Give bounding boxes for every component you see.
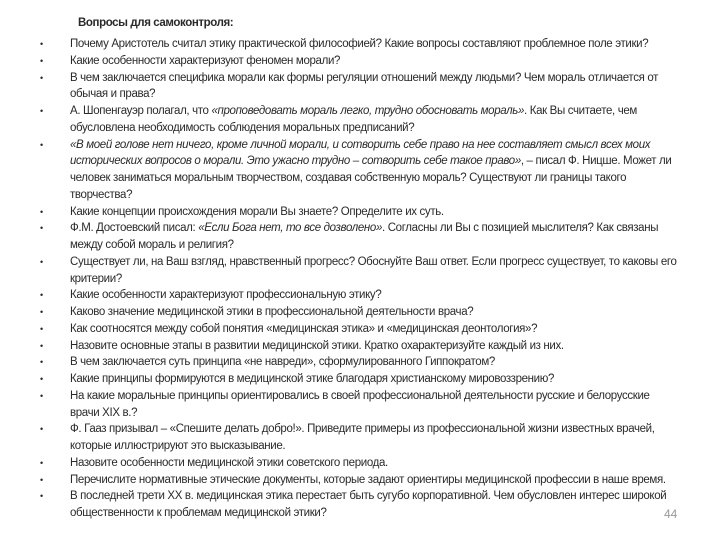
question-text: Какие особенности характеризуют профессиональную этику? <box>70 289 382 302</box>
question-text: Какие принципы формируются в медицинской этике благодаря христианскому мировоззрению? <box>70 373 555 385</box>
question-text: На какие моральные принципы ориентировались в своей профессиональной деятельности русские и белорусские врачи XIX в.? <box>70 389 650 419</box>
bullet-icon: • <box>40 491 43 502</box>
bullet-icon: • <box>40 307 43 317</box>
bullet-icon: • <box>40 223 43 234</box>
question-text: Почему Аристотель считал этику практической философией? Какие вопросы составляют проблемное поле этики? <box>70 38 649 50</box>
bullet-icon: • <box>40 256 43 267</box>
questions-list <box>40 36 680 522</box>
list-item <box>40 53 680 70</box>
section-title: Вопросы для самоконтроля: <box>78 17 234 29</box>
list-item <box>40 354 680 371</box>
bullet-icon: • <box>40 290 43 301</box>
question-text: Как соотносятся между собой понятия «медицинская этика» и «медицинская деонтология»? <box>70 322 538 335</box>
list-item <box>40 70 680 104</box>
list-item <box>40 421 680 455</box>
list-item <box>40 137 680 204</box>
list-item <box>40 338 680 355</box>
quote-text: «В моей голове нет ничего, кроме личной морали, и сотворить себе право на нее составляет смысл всех моих исторических вопросов о морали. Это ужасно трудно – сотворить себе такое право» <box>70 138 651 168</box>
question-text: Существует ли, на Ваш взгляд, нравственный прогресс? Обоснуйте Ваш ответ. Если прогресс существует, то каковы его критерии? <box>70 255 677 285</box>
list-item <box>40 103 680 137</box>
list-item <box>40 204 680 221</box>
bullet-icon: • <box>40 357 43 368</box>
page-number: 44 <box>664 507 678 521</box>
list-item <box>40 254 680 288</box>
question-text: В чем заключается суть принципа «не навреди», сформулированного Гиппократом? <box>70 356 495 369</box>
list-item <box>40 388 680 422</box>
question-text: . Согласны ли Вы с позицией мыслителя? Как связаны между собой мораль и религия? <box>70 222 659 251</box>
question-text: , – писал Ф. Ницше. Может ли человек заниматься моральным творчеством, создавая собственную мораль? Существуют ли границы такого творчества? <box>70 155 672 201</box>
question-text: Какие концепции происхождения морали Вы знаете? Определите их суть. <box>70 205 444 218</box>
list-item <box>40 220 680 254</box>
bullet-icon: • <box>40 206 43 217</box>
question-text: Каково значение медицинской этики в профессиональной деятельности врача? <box>70 306 474 318</box>
list-item <box>40 36 680 53</box>
bullet-icon: • <box>40 39 43 49</box>
question-text: Назовите особенности медицинской этики советского периода. <box>70 456 388 469</box>
bullet-icon: • <box>40 72 43 83</box>
list-item <box>40 472 680 489</box>
bullet-icon: • <box>40 457 43 468</box>
list-item <box>40 455 680 472</box>
bullet-icon: • <box>40 139 43 150</box>
question-text: В последней трети XX в. медицинская этика перестает быть сугубо корпоративной. Чем обусловлен интерес широкой общественности к проблемам медицинской этики? <box>70 490 667 519</box>
bullet-icon: • <box>40 106 43 116</box>
question-text: . Как Вы считаете, чем обусловлена необходимость соблюдения моральных предписаний? <box>70 105 637 134</box>
quote-text: «Если Бога нет, то все дозволено» <box>198 222 382 235</box>
list-item <box>40 488 680 522</box>
question-text: В чем заключается специфика морали как формы регуляции отношений между людьми? Чем мораль отличается от обычая и права? <box>70 71 659 101</box>
question-text: Назовите основные этапы в развитии медицинской этики. Кратко охарактеризуйте каждый из них. <box>70 339 564 352</box>
bullet-icon: • <box>40 390 43 401</box>
question-text: Ф.М. Достоевский писал: <box>70 222 199 235</box>
bullet-icon: • <box>40 340 43 351</box>
bullet-icon: • <box>40 323 43 334</box>
bullet-icon: • <box>40 474 43 485</box>
list-item <box>40 371 680 388</box>
quote-text: «проповедовать мораль легко, трудно обосновать мораль» <box>211 105 525 117</box>
list-item <box>40 287 680 304</box>
bullet-icon: • <box>40 374 43 384</box>
question-text: Ф. Гааз призывал – «Спешите делать добро!». Приведите примеры из профессиональной жизни известных врачей, которые иллюстрируют это высказывание. <box>70 423 655 452</box>
question-text: Какие особенности характеризуют феномен морали? <box>70 54 341 67</box>
list-item <box>40 321 680 338</box>
question-text: Перечислите нормативные этические документы, которые задают ориентиры медицинской профессии в наше время. <box>70 473 666 486</box>
list-item <box>40 304 680 321</box>
question-text: А. Шопенгауэр полагал, что <box>70 105 212 117</box>
bullet-icon: • <box>40 55 43 66</box>
bullet-icon: • <box>40 424 43 435</box>
